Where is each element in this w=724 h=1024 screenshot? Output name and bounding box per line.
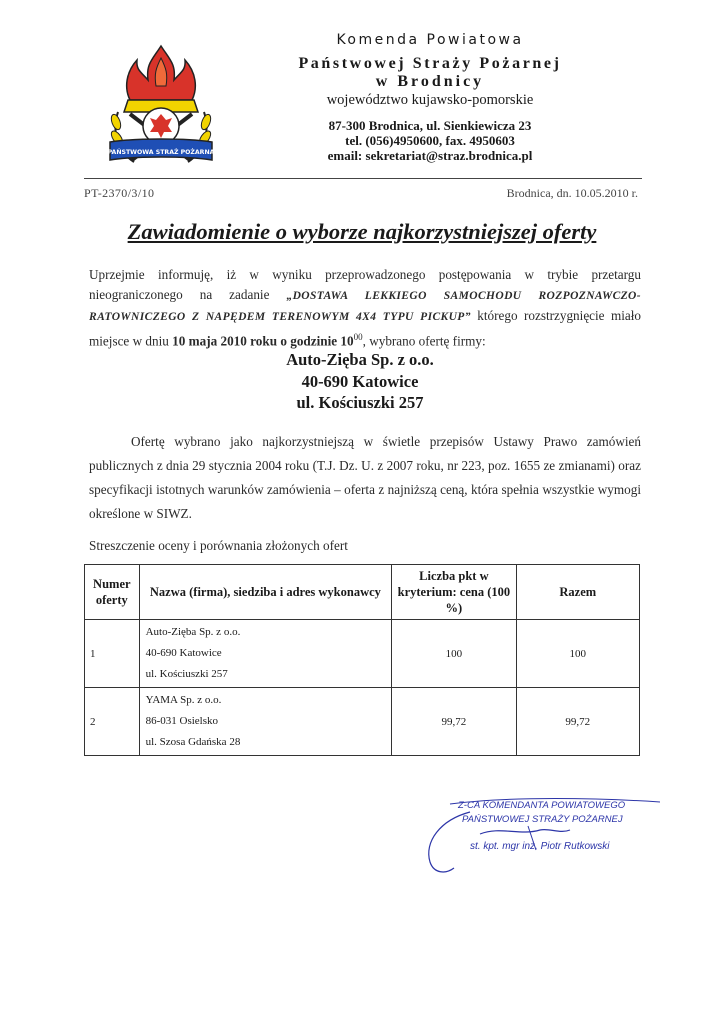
bidder-city: 86-031 Osielsko	[145, 715, 219, 727]
header-address: 87-300 Brodnica, ul. Sienkiewicza 23	[328, 118, 532, 133]
bidder-street: ul. Szosa Gdańska 28	[145, 736, 241, 748]
header-institution: Komenda Powiatowa	[336, 32, 524, 48]
header-town: w Brodnicy	[375, 73, 485, 90]
stamp-line-1: Z-CA KOMENDANTA POWIATOWEGO	[458, 800, 626, 811]
col-header-name: Nazwa (firma), siedziba i adres wykonawcy	[139, 565, 392, 620]
header-phone: tel. (056)4950600, fax. 4950603	[345, 133, 515, 148]
offer-number: 1	[85, 620, 140, 688]
document-title: Zawiadomienie o wyborze najkorzystniejszej oferty	[127, 219, 597, 244]
intro-paragraph	[89, 265, 641, 350]
winning-firm-city: 40-690 Katowice	[301, 372, 419, 391]
justification-paragraph: Ofertę wybrano jako najkorzystniejszą w świetle przepisów Ustawy Prawo zamówień publicznych z dnia 29 stycznia 2004 roku (T.J. Dz. U. z 2007 roku, nr 223, poz. 1655 ze zmianami) oraz specyfikacji istotnych warunków zamówienia – oferta z najniższą ceną, która spełnia wszystkie wymogi określone w SIWZ.	[89, 434, 641, 521]
bidder-street: ul. Kościuszki 257	[145, 668, 228, 680]
offer-bidder	[139, 688, 392, 756]
offer-total: 100	[516, 620, 639, 688]
signer-name: st. kpt. mgr inż. Piotr Rutkowski	[470, 841, 610, 852]
bidder-name: Auto-Zięba Sp. z o.o.	[145, 626, 241, 638]
offer-total: 99,72	[516, 688, 639, 756]
intro-date: 10 maja 2010 roku o godzinie 10	[172, 332, 354, 348]
table-row	[85, 688, 640, 756]
header-divider	[84, 178, 642, 179]
summary-heading: Streszczenie oceny i porównania złożonych ofert	[89, 538, 348, 553]
offer-number: 2	[85, 688, 140, 756]
col-header-number: Numer oferty	[85, 565, 140, 620]
col-header-points: Liczba pkt w kryterium: cena (100 %)	[392, 565, 516, 620]
intro-text-end: , wybrano ofertę firmy:	[362, 332, 486, 348]
col-header-total: Razem	[516, 565, 639, 620]
header-voivodeship: województwo kujawsko-pomorskie	[326, 92, 534, 108]
document-reference: PT-2370/3/10	[84, 186, 155, 200]
offer-points: 100	[392, 620, 516, 688]
intro-subject: „DOSTAWA LEKKIEGO SAMOCHODU ROZPOZNAWCZO-RATOWNICZEGO Z NAPĘDEM TERENOWYM 4X4 TYPU PICKUP”	[89, 289, 641, 323]
emblem-banner-text: PAŃSTWOWA STRAŻ POŻARNA	[107, 149, 215, 156]
place-date: Brodnica, dn. 10.05.2010 r.	[506, 186, 638, 200]
offers-table	[84, 564, 640, 756]
offer-points: 99,72	[392, 688, 516, 756]
signature-block	[410, 790, 670, 890]
intro-text-middle: którego rozstrzygnięcie miało miejsce w dniu	[89, 308, 641, 348]
offer-bidder	[139, 620, 392, 688]
header-email: email: sekretariat@straz.brodnica.pl	[327, 148, 533, 163]
intro-date-sup: 00	[353, 331, 363, 342]
winning-firm-name: Auto-Zięba Sp. z o.o.	[286, 350, 434, 369]
fire-service-emblem	[106, 42, 216, 182]
bidder-name: YAMA Sp. z o.o.	[145, 694, 222, 706]
header-institution-line2: Państwowej Straży Pożarnej	[298, 55, 562, 72]
winning-firm-street: ul. Kościuszki 257	[296, 393, 424, 412]
bidder-city: 40-690 Katowice	[145, 647, 222, 659]
intro-text-start: Uprzejmie informuję, iż w wyniku przeprowadzonego postępowania w trybie przetargu nieograniczonego na zadanie	[89, 267, 641, 302]
table-row	[85, 620, 640, 688]
stamp-line-2: PAŃSTWOWEJ STRAŻY POŻARNEJ	[462, 814, 623, 825]
table-header-row	[85, 565, 640, 620]
